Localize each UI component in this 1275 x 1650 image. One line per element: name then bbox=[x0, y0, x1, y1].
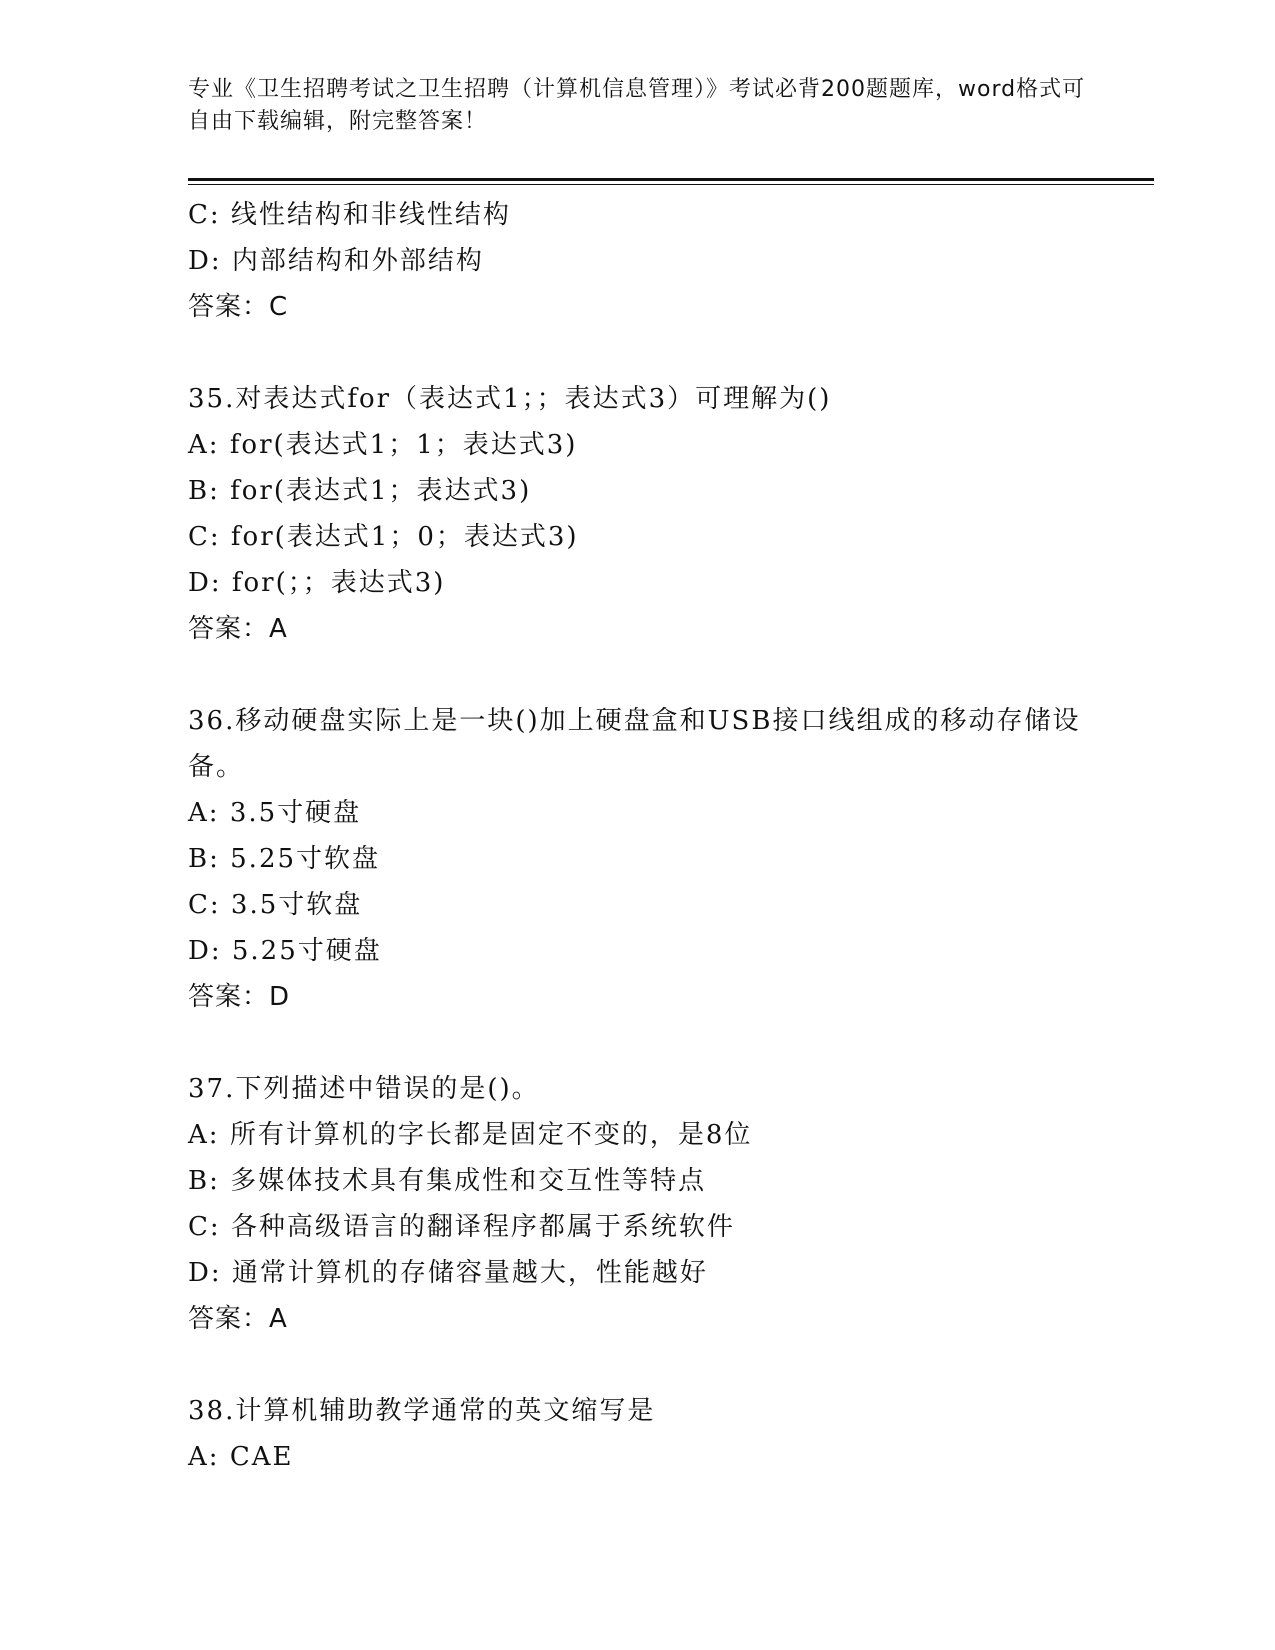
option-label: D: bbox=[188, 246, 222, 276]
option-d bbox=[188, 238, 1108, 284]
option-text: for(；；表达式3) bbox=[231, 568, 446, 598]
question-35 bbox=[188, 376, 1108, 652]
question-38 bbox=[188, 1388, 1108, 1480]
option-c bbox=[188, 882, 1108, 928]
question-title: 36.移动硬盘实际上是一块()加上硬盘盒和USB接口线组成的移动存储设备。 bbox=[188, 706, 1081, 782]
option-text: 3.5寸硬盘 bbox=[229, 798, 362, 828]
option-text: CAE bbox=[229, 1442, 294, 1472]
option-a bbox=[188, 1434, 1108, 1480]
option-label: A: bbox=[188, 1442, 220, 1472]
option-label: C: bbox=[188, 522, 221, 552]
option-label: C: bbox=[188, 200, 221, 230]
option-text: 多媒体技术具有集成性和交互性等特点 bbox=[230, 1166, 707, 1196]
option-text: for(表达式1；表达式3) bbox=[230, 476, 532, 506]
answer-line: 答案：A bbox=[188, 614, 288, 644]
option-text: 线性结构和非线性结构 bbox=[230, 200, 511, 230]
question-36 bbox=[188, 698, 1108, 1020]
option-c bbox=[188, 1204, 1108, 1250]
option-b bbox=[188, 836, 1108, 882]
option-text: 所有计算机的字长都是固定不变的，是8位 bbox=[229, 1120, 753, 1150]
continued-question bbox=[188, 192, 1108, 330]
answer-line: 答案：D bbox=[188, 982, 291, 1012]
question-title: 37.下列描述中错误的是()。 bbox=[188, 1074, 540, 1104]
question-title: 38.计算机辅助教学通常的英文缩写是 bbox=[188, 1396, 656, 1426]
option-c bbox=[188, 192, 1108, 238]
option-text: 通常计算机的存储容量越大，性能越好 bbox=[231, 1258, 708, 1288]
option-a bbox=[188, 790, 1108, 836]
answer-line: 答案：C bbox=[188, 292, 289, 322]
option-label: B: bbox=[188, 844, 220, 874]
option-text: 5.25寸硬盘 bbox=[231, 936, 382, 966]
option-text: 内部结构和外部结构 bbox=[231, 246, 484, 276]
option-label: A: bbox=[188, 430, 220, 460]
option-a bbox=[188, 422, 1108, 468]
header-divider-thin bbox=[188, 184, 1154, 185]
option-text: for(表达式1；0；表达式3) bbox=[230, 522, 579, 552]
option-a bbox=[188, 1112, 1108, 1158]
option-text: 3.5寸软盘 bbox=[230, 890, 363, 920]
option-b bbox=[188, 468, 1108, 514]
option-label: D: bbox=[188, 1258, 222, 1288]
option-label: C: bbox=[188, 890, 221, 920]
option-label: B: bbox=[188, 1166, 220, 1196]
option-c bbox=[188, 514, 1108, 560]
option-d bbox=[188, 928, 1108, 974]
option-d bbox=[188, 560, 1108, 606]
option-label: D: bbox=[188, 936, 222, 966]
option-label: A: bbox=[188, 1120, 220, 1150]
option-label: A: bbox=[188, 798, 220, 828]
answer-line: 答案：A bbox=[188, 1304, 288, 1334]
option-label: B: bbox=[188, 476, 220, 506]
document-body bbox=[188, 192, 1108, 1480]
option-text: for(表达式1；1；表达式3) bbox=[229, 430, 578, 460]
option-b bbox=[188, 1158, 1108, 1204]
question-37 bbox=[188, 1066, 1108, 1342]
option-label: D: bbox=[188, 568, 222, 598]
question-title: 35.对表达式for（表达式1；；表达式3）可理解为() bbox=[188, 384, 832, 414]
option-label: C: bbox=[188, 1212, 221, 1242]
option-text: 各种高级语言的翻译程序都属于系统软件 bbox=[230, 1212, 735, 1242]
header-divider-thick bbox=[188, 178, 1154, 181]
document-header: 专业《卫生招聘考试之卫生招聘（计算机信息管理）》考试必背200题题库，word格式可自由下载编辑，附完整答案！ bbox=[188, 77, 1086, 134]
option-text: 5.25寸软盘 bbox=[230, 844, 381, 874]
option-d bbox=[188, 1250, 1108, 1296]
